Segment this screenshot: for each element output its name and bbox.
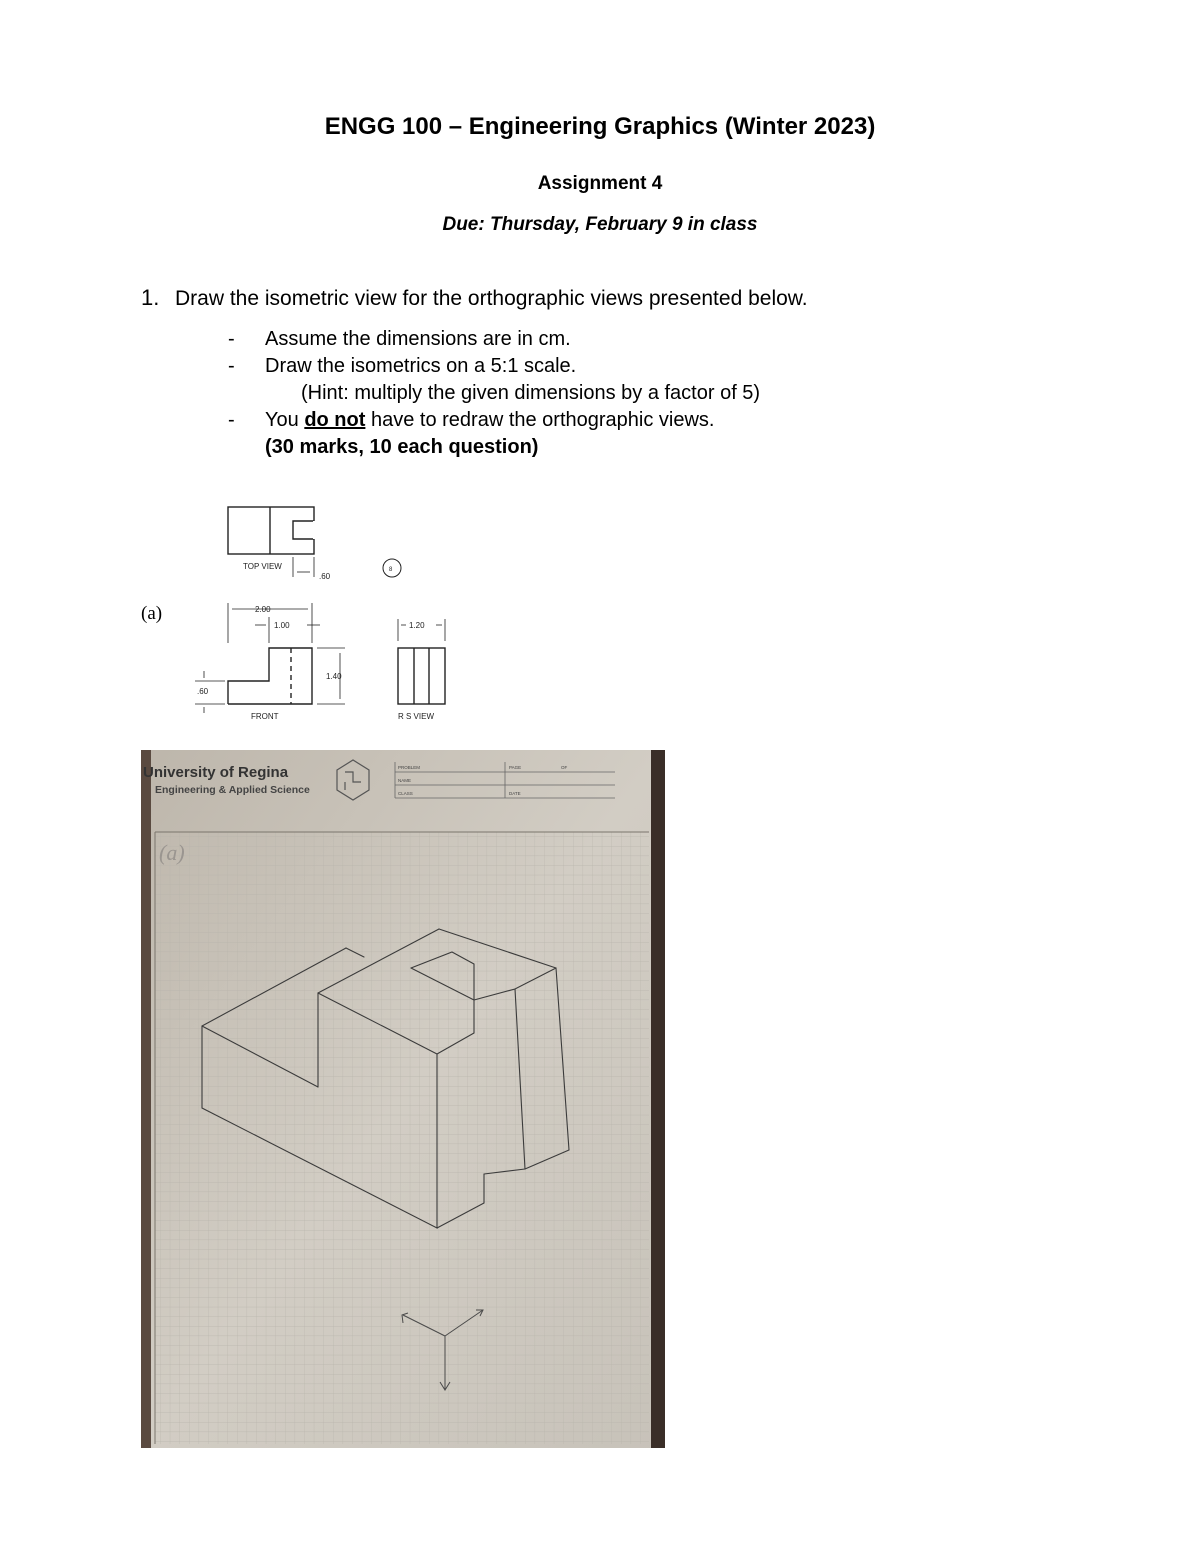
instruction-list xyxy=(228,326,760,461)
field-problem: PROBLEM xyxy=(398,765,421,770)
grid-paper-sheet xyxy=(141,750,665,1448)
problem-tag: 8 xyxy=(389,567,393,573)
dim-step: 1.00 xyxy=(274,621,290,630)
question-number: 1. xyxy=(141,285,160,310)
front-view-drawing xyxy=(195,603,345,713)
dim-depth: 1.20 xyxy=(409,621,425,630)
faculty-name: Engineering & Applied Science xyxy=(155,784,310,796)
due-date: Due: Thursday, February 9 in class xyxy=(442,214,758,235)
university-name: University of Regina xyxy=(143,764,289,781)
dim-width: 2.00 xyxy=(255,605,271,614)
instruction-item: - You do not have to redraw the orthographic views. xyxy=(228,409,715,431)
dim-base: .60 xyxy=(197,687,209,696)
document-title: ENGG 100 – Engineering Graphics (Winter 2023) xyxy=(324,113,876,140)
orthographic-views xyxy=(185,495,455,730)
dim-height: 1.40 xyxy=(326,672,342,681)
question-1 xyxy=(141,285,808,311)
assignment-heading: Assignment 4 xyxy=(537,173,663,194)
dim-top-slot: .60 xyxy=(319,572,331,581)
hint-text: (Hint: multiply the given dimensions by a factor of 5) xyxy=(301,382,761,404)
handwritten-label: (a) xyxy=(159,840,185,865)
rs-view-drawing xyxy=(398,619,445,704)
front-view-label: FRONT xyxy=(251,712,279,721)
instruction-item: - Draw the isometrics on a 5:1 scale. xyxy=(228,355,577,377)
field-date: DATE xyxy=(509,791,521,796)
instruction-item: - Assume the dimensions are in cm. xyxy=(228,328,571,350)
rs-view-label: R S VIEW xyxy=(398,712,435,721)
question-text: Draw the isometric view for the orthographic views presented below. xyxy=(175,287,808,310)
marks-note: (30 marks, 10 each question) xyxy=(265,436,539,458)
top-view-label: TOP VIEW xyxy=(243,562,282,571)
isometric-sketch-photo xyxy=(141,750,665,1448)
field-name: NAME xyxy=(398,778,412,783)
field-class: CLASS xyxy=(398,791,413,796)
field-of: OF xyxy=(561,765,568,770)
part-a-label: (a) xyxy=(141,603,163,624)
emphasis-do-not: do not xyxy=(304,409,366,431)
field-page: PAGE xyxy=(509,765,522,770)
